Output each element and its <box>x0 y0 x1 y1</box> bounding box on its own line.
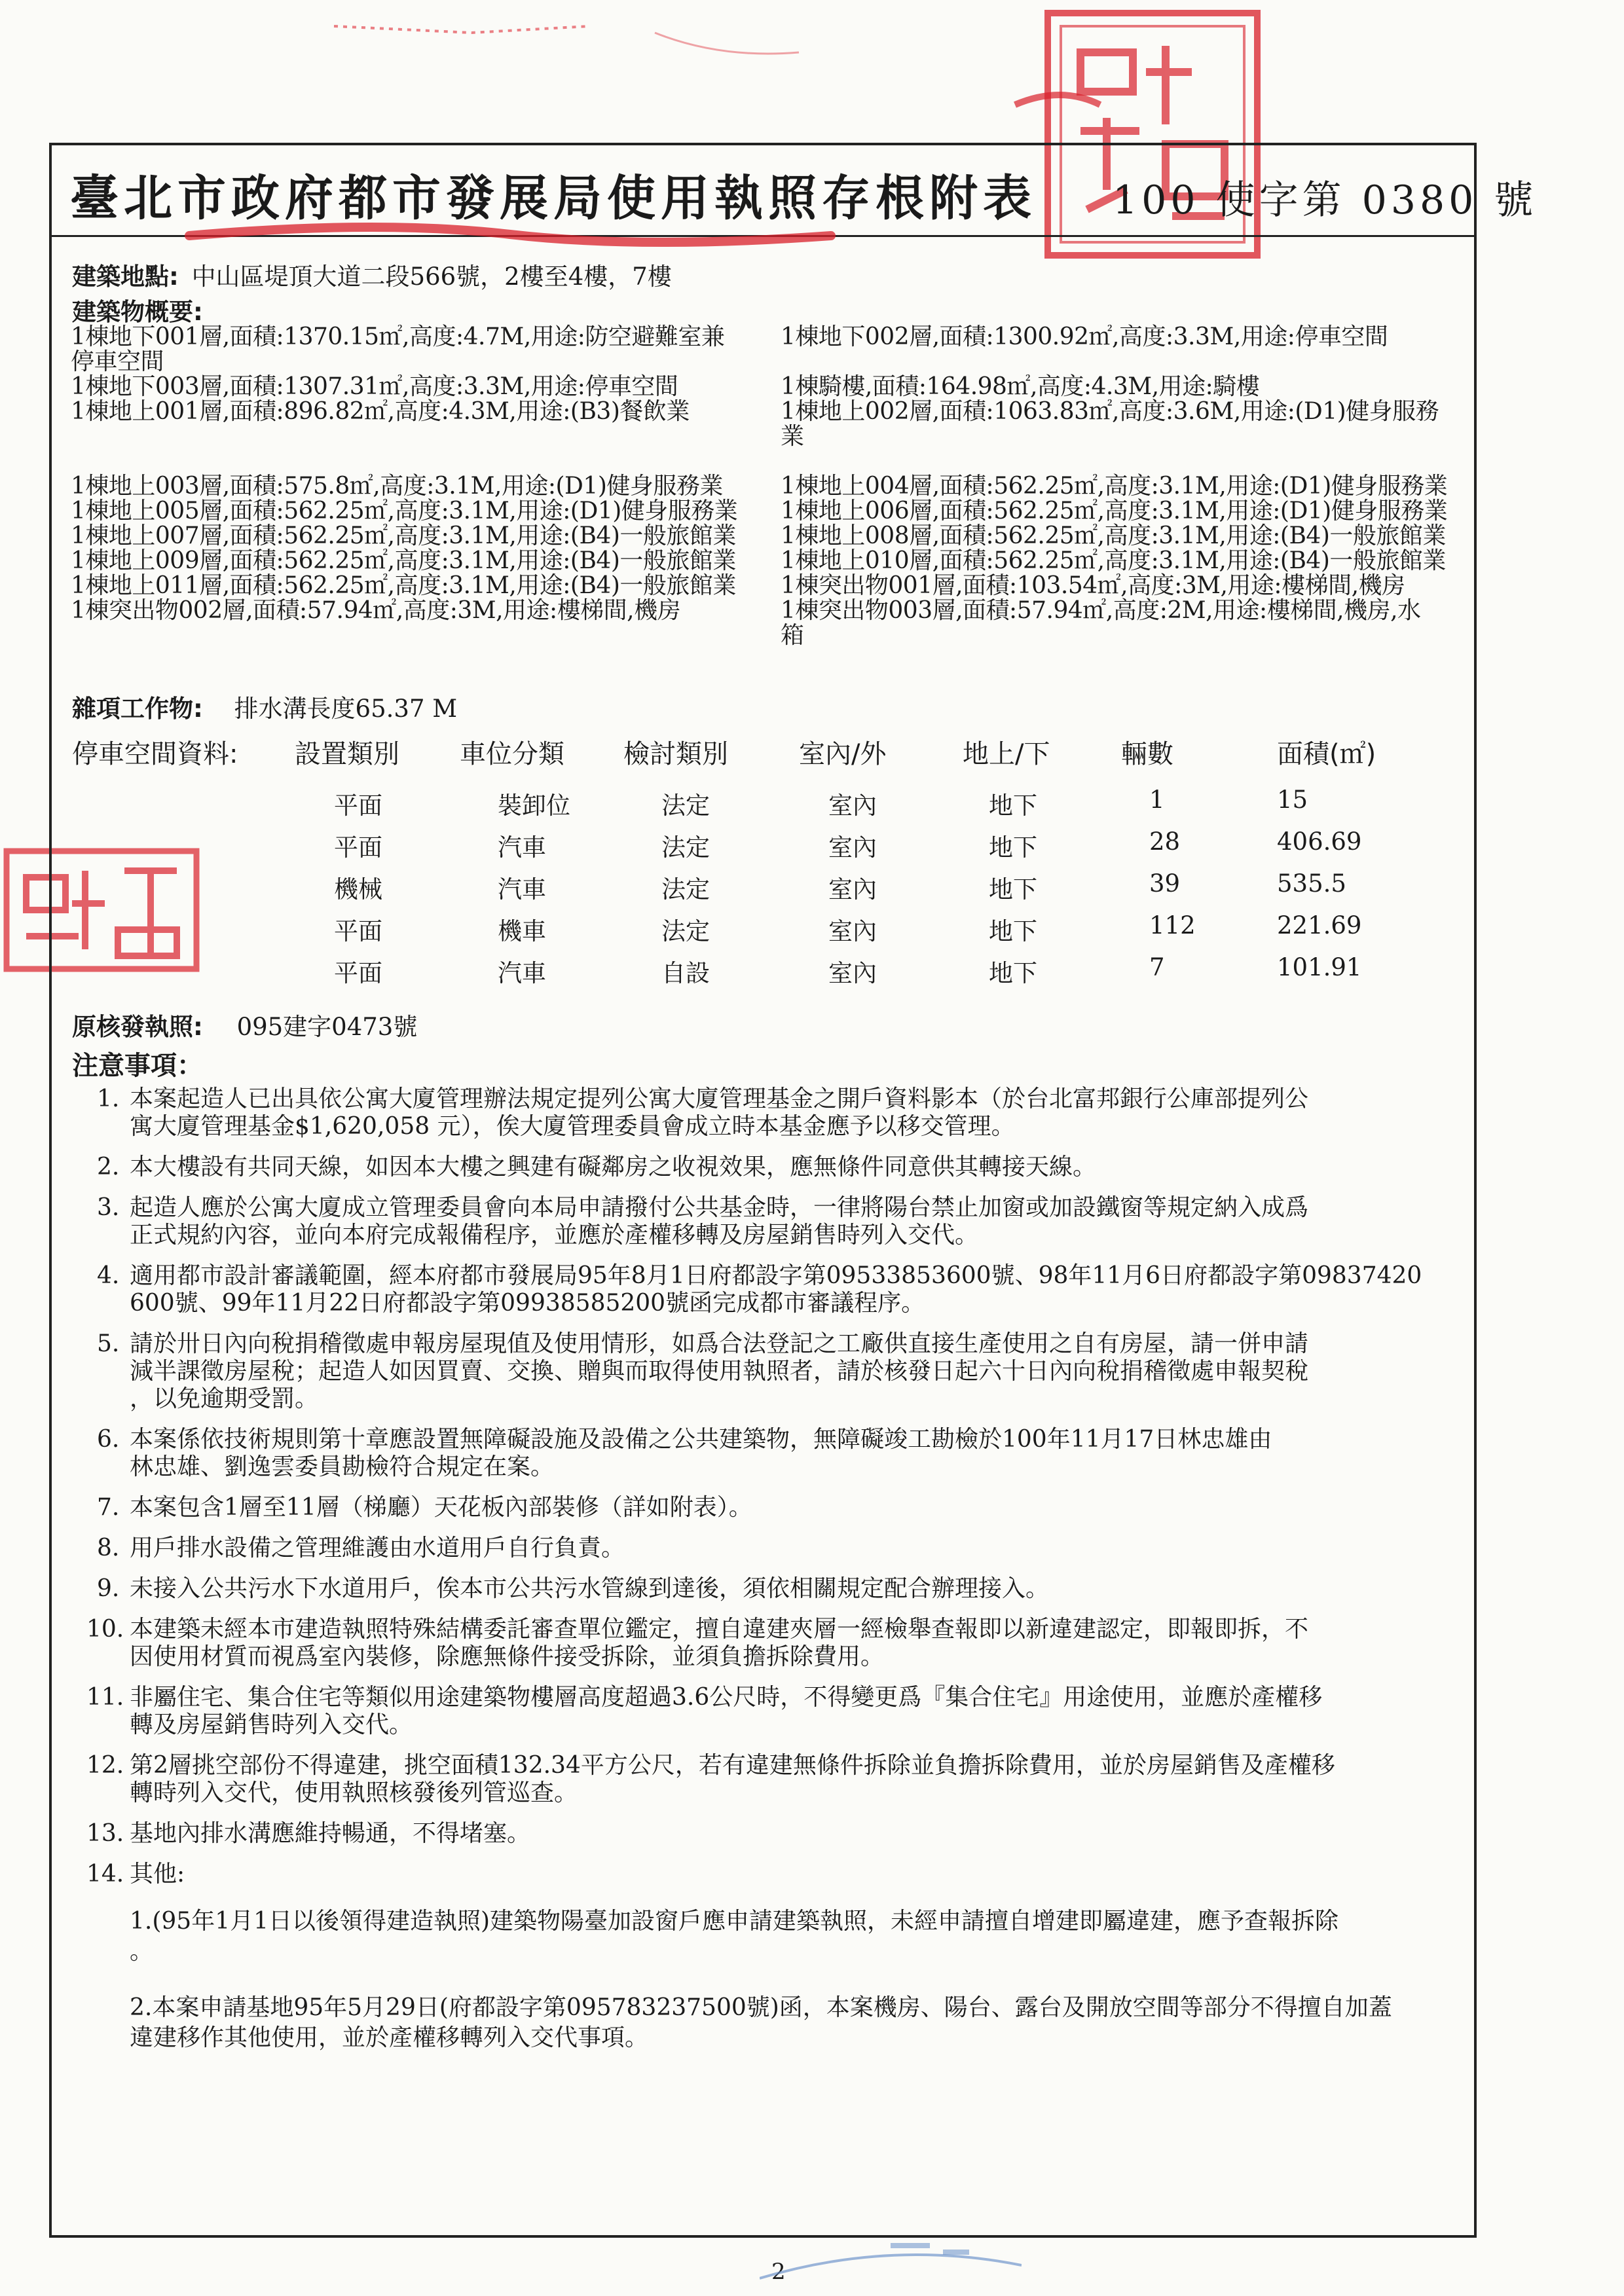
parking-cell: 1 <box>1149 786 1165 814</box>
note-text: 轉時列入交代，使用執照核發後列管巡查。 <box>130 1779 578 1806</box>
overview-entry: 1棟地上010層,面積:562.25㎡,高度:3.1M,用途:(B4)一般旅館業 <box>781 547 1446 574</box>
parking-label: 停車空間資料: <box>72 739 238 769</box>
blue-date-stamp <box>760 2226 1022 2296</box>
parking-cell: 39 <box>1149 869 1181 898</box>
note-text: 請於卅日內向稅捐稽徵處申報房屋現值及使用情形，如爲合法登記之工廠供直接生產使用之自有房屋，請一併申請 <box>130 1330 1309 1357</box>
note-number: 7. <box>97 1494 120 1521</box>
parking-cell: 7 <box>1149 953 1165 981</box>
overview-entry: 1棟地上001層,面積:896.82㎡,高度:4.3M,用途:(B3)餐飲業 <box>71 398 690 425</box>
note-text: 非屬住宅、集合住宅等類似用途建築物樓層高度超過3.6公尺時，不得變更爲『集合住宅』用途使用，並應於產權移 <box>130 1684 1323 1711</box>
note-number: 1. <box>97 1085 120 1112</box>
note-text: 減半課徵房屋稅；起造人如因買賣、交換、贈與而取得使用執照者，請於核發日起六十日內向稅捐稽徵處申報契稅 <box>130 1358 1309 1385</box>
overview-entry: 1棟地上002層,面積:1063.83㎡,高度:3.6M,用途:(D1)健身服務 業 <box>781 398 1439 450</box>
overview-entry: 1棟地下002層,面積:1300.92㎡,高度:3.3M,用途:停車空間 <box>781 323 1388 350</box>
permit-number: 100 使字第 0380 號 <box>1113 177 1538 223</box>
note-text: 林忠雄、劉逸雲委員勘檢符合規定在案。 <box>130 1453 555 1480</box>
note-number: 9. <box>97 1575 120 1602</box>
note-text: 基地內排水溝應維持暢通，不得堵塞。 <box>130 1820 531 1847</box>
parking-cell: 室內 <box>828 917 877 945</box>
parking-cell: 地下 <box>989 917 1037 945</box>
top-red-marks <box>262 7 1113 111</box>
parking-header-2: 車位分類 <box>460 739 564 769</box>
parking-header-6: 輛數 <box>1121 739 1173 769</box>
overview-left-column <box>71 325 737 623</box>
parking-cell: 地下 <box>989 959 1037 987</box>
overview-entry: 1棟突出物003層,面積:57.94㎡,高度:2M,用途:樓梯間,機房,水 箱 <box>781 597 1421 649</box>
other-note-text: 2.本案申請基地95年5月29日(府都設字第095783237500號)函，本案機房、陽台、露台及開放空間等部分不得擅自加蓋 <box>130 1994 1392 2021</box>
note-number: 5. <box>97 1330 120 1357</box>
parking-cell: 法定 <box>661 917 710 945</box>
other-note-text: 1.(95年1月1日以後領得建造執照)建築物陽臺加設窗戶應申請建築執照，未經申請擅自增建即屬違建，應予查報拆除 <box>130 1908 1339 1935</box>
overview-entry: 1棟突出物002層,面積:57.94㎡,高度:3M,用途:樓梯間,機房 <box>71 597 681 624</box>
parking-cell: 法定 <box>661 833 710 862</box>
parking-header-7: 面積(㎡) <box>1277 739 1376 769</box>
note-number: 12. <box>86 1752 124 1779</box>
title-row <box>52 145 1538 237</box>
parking-cell: 112 <box>1149 911 1196 939</box>
parking-cell: 28 <box>1149 828 1181 856</box>
parking-cell: 法定 <box>661 875 710 903</box>
note-text: 寓大廈管理基金$1,620,058 元），俟大廈管理委員會成立時本基金應予以移交管理。 <box>130 1113 1015 1140</box>
original-permit-label: 原核發執照: <box>72 1013 203 1041</box>
parking-cell: 汽車 <box>498 959 546 987</box>
site-section <box>72 257 672 292</box>
parking-cell: 自設 <box>661 959 710 987</box>
parking-cell: 室內 <box>828 792 877 820</box>
note-text: 本案包含1層至11層（梯廳）天花板內部裝修（詳如附表）。 <box>130 1494 752 1521</box>
note-number: 6. <box>97 1426 120 1453</box>
overview-entry: 1棟地下003層,面積:1307.31㎡,高度:3.3M,用途:停車空間 <box>71 373 678 400</box>
parking-cell: 汽車 <box>498 875 546 903</box>
parking-cell: 室內 <box>828 959 877 987</box>
other-note-text: 違建移作其他使用，並於產權移轉列入交代事項。 <box>130 2024 649 2051</box>
parking-cell: 406.69 <box>1277 828 1362 856</box>
parking-cell: 室內 <box>828 875 877 903</box>
overview-entry: 1棟騎樓,面積:164.98㎡,高度:4.3M,用途:騎樓 <box>781 373 1260 400</box>
note-number: 13. <box>86 1820 124 1847</box>
other-note-text: 。 <box>130 1938 154 1965</box>
note-text: 本案係依技術規則第十章應設置無障礙設施及設備之公共建築物，無障礙竣工勘檢於100年11月17日林忠雄由 <box>130 1426 1272 1453</box>
overview-entry: 1棟地上003層,面積:575.8㎡,高度:3.1M,用途:(D1)健身服務業 <box>71 473 723 500</box>
parking-cell: 裝卸位 <box>498 792 570 820</box>
overview-label: 建築物概要: <box>72 298 203 326</box>
parking-cell: 地下 <box>989 833 1037 862</box>
note-text: ，以免逾期受罰。 <box>130 1385 319 1412</box>
note-text: 適用都市設計審議範圍，經本府都市發展局95年8月1日府都設字第09533853600號、98年11月6日府都設字第09837420 <box>130 1262 1422 1289</box>
parking-cell: 機械 <box>334 875 382 903</box>
note-text: 本大樓設有共同天線，如因本大樓之興建有礙鄰房之收視效果，應無條件同意供其轉接天線。 <box>130 1154 1097 1180</box>
parking-cell: 機車 <box>498 917 546 945</box>
note-number: 8. <box>97 1535 120 1561</box>
note-text: 正式規約內容，並向本府完成報備程序，並應於產權移轉及房屋銷售時列入交代。 <box>130 1222 979 1248</box>
misc-section <box>72 689 457 724</box>
parking-cell: 15 <box>1277 786 1308 814</box>
note-number: 3. <box>97 1194 120 1221</box>
overview-entry: 1棟地上004層,面積:562.25㎡,高度:3.1M,用途:(D1)健身服務業 <box>781 473 1448 500</box>
note-number: 4. <box>97 1262 120 1289</box>
note-text: 本案起造人已出具依公寓大廈管理辦法規定提列公寓大廈管理基金之開戶資料影本（於台北富邦銀行公庫部提列公 <box>130 1085 1309 1112</box>
parking-cell: 221.69 <box>1277 911 1362 939</box>
parking-cell: 平面 <box>334 917 382 945</box>
original-permit-value: 095建字0473號 <box>236 1013 418 1041</box>
overview-entry: 1棟地上007層,面積:562.25㎡,高度:3.1M,用途:(B4)一般旅館業 <box>71 522 736 549</box>
parking-cell: 101.91 <box>1277 953 1362 981</box>
overview-entry: 1棟地上011層,面積:562.25㎡,高度:3.1M,用途:(B4)一般旅館業 <box>71 572 736 599</box>
note-number: 14. <box>86 1861 124 1887</box>
parking-cell: 平面 <box>334 959 382 987</box>
original-permit-section <box>72 1007 417 1042</box>
overview-entry: 1棟突出物001層,面積:103.54㎡,高度:3M,用途:樓梯間,機房 <box>781 572 1405 599</box>
parking-cell: 汽車 <box>498 833 546 862</box>
note-text: 起造人應於公寓大廈成立管理委員會向本局申請撥付公共基金時，一律將陽台禁止加窗或加設鐵窗等規定納入成爲 <box>130 1194 1309 1221</box>
parking-header-3: 檢討類別 <box>623 739 728 769</box>
note-text: 用戶排水設備之管理維護由水道用戶自行負責。 <box>130 1535 625 1561</box>
site-value: 中山區堤頂大道二段566號，2樓至4樓，7樓 <box>191 263 672 291</box>
note-number: 11. <box>86 1684 124 1711</box>
parking-cell: 室內 <box>828 833 877 862</box>
note-text: 因使用材質而視爲室內裝修，除應無條件接受拆除，並須負擔拆除費用。 <box>130 1643 885 1670</box>
notes-label: 注意事項： <box>72 1051 203 1081</box>
note-text: 第2層挑空部份不得違建，挑空面積132.34平方公尺，若有違建無條件拆除並負擔拆除費用，並於房屋銷售及產權移 <box>130 1752 1335 1779</box>
note-number: 10. <box>86 1616 124 1643</box>
page-number: 2 <box>771 2259 786 2285</box>
overview-entry: 1棟地上009層,面積:562.25㎡,高度:3.1M,用途:(B4)一般旅館業 <box>71 547 736 574</box>
parking-cell: 535.5 <box>1277 869 1346 898</box>
note-text: 轉及房屋銷售時列入交代。 <box>130 1711 413 1738</box>
overview-right-column <box>781 325 1447 648</box>
parking-cell: 地下 <box>989 792 1037 820</box>
site-label: 建築地點: <box>72 263 179 291</box>
overview-entry: 1棟地上008層,面積:562.25㎡,高度:3.1M,用途:(B4)一般旅館業 <box>781 522 1446 549</box>
note-text: 本建築未經本市建造執照特殊結構委託審查單位鑑定，擅自違建夾層一經檢舉查報即以新違建認定，即報即拆，不 <box>130 1616 1309 1643</box>
note-text: 其他: <box>130 1861 185 1887</box>
overview-entry: 1棟地上005層,面積:562.25㎡,高度:3.1M,用途:(D1)健身服務業 <box>71 498 738 524</box>
parking-header-1: 設置類別 <box>295 739 399 769</box>
overview-entry: 1棟地下001層,面積:1370.15㎡,高度:4.7M,用途:防空避難室兼 停車空間 <box>71 323 725 375</box>
parking-cell: 平面 <box>334 792 382 820</box>
parking-cell: 地下 <box>989 875 1037 903</box>
document-title: 臺北市政府都市發展局使用執照存根附表 <box>70 170 1037 227</box>
parking-cell: 法定 <box>661 792 710 820</box>
parking-header-5: 地上/下 <box>963 739 1050 769</box>
red-pen-stroke <box>183 216 838 255</box>
note-text: 600號、99年11月22日府都設字第09938585200號函完成都市審議程序。 <box>130 1290 925 1317</box>
misc-value: 排水溝長度65.37 M <box>234 695 458 723</box>
parking-header-4: 室內/外 <box>799 739 887 769</box>
parking-cell: 平面 <box>334 833 382 862</box>
misc-label: 雜項工作物: <box>72 695 203 723</box>
overview-entry: 1棟地上006層,面積:562.25㎡,高度:3.1M,用途:(D1)健身服務業 <box>781 498 1448 524</box>
note-text: 未接入公共污水下水道用戶，俟本市公共污水管線到達後，須依相關規定配合辦理接入。 <box>130 1575 1050 1602</box>
note-number: 2. <box>97 1154 120 1180</box>
